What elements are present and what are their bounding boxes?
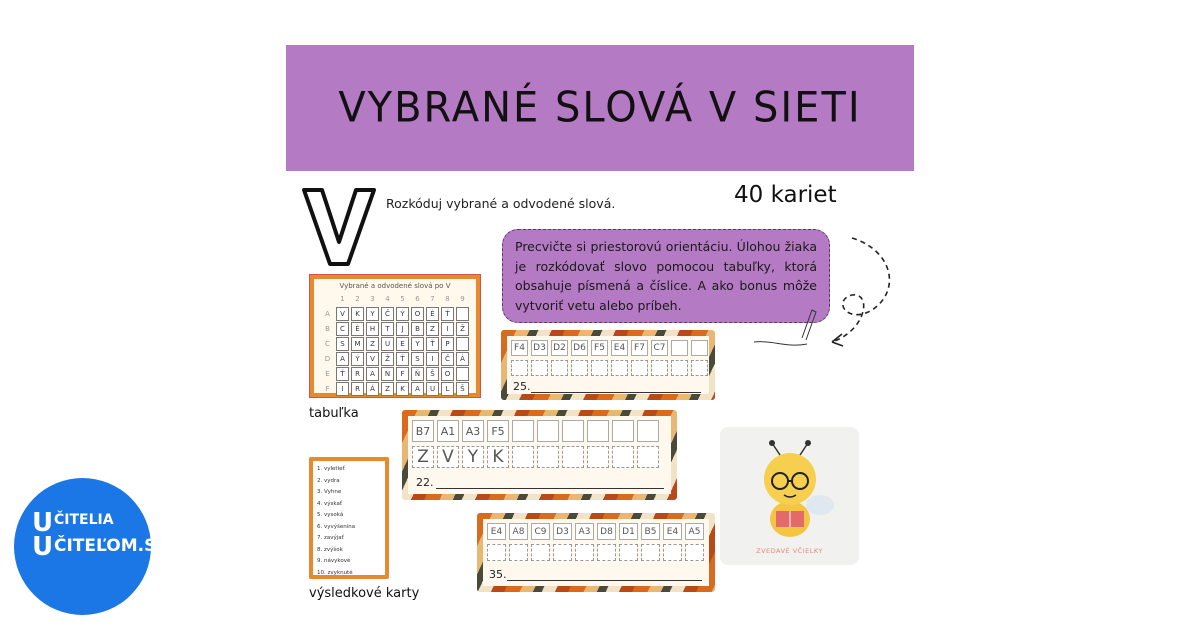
grid-cell: Z <box>381 382 394 396</box>
grid-cell: C <box>336 322 349 336</box>
grid-cell: N <box>381 367 394 381</box>
grid-cell: Á <box>366 382 379 396</box>
grid-cell: Ť <box>336 367 349 381</box>
task-card-22 <box>402 410 677 500</box>
task-card-35 <box>477 513 715 592</box>
code-cell <box>512 420 534 442</box>
code-cell: Y <box>462 446 484 468</box>
code-cell <box>511 360 528 376</box>
code-cell: D1 <box>619 523 638 540</box>
grid-cell <box>456 367 469 381</box>
code-cell: K <box>487 446 509 468</box>
grid-cell: I <box>426 352 439 366</box>
code-cell: E4 <box>487 523 506 540</box>
code-cell: E4 <box>663 523 682 540</box>
grid-cell <box>456 337 469 351</box>
code-cell: F5 <box>591 340 608 356</box>
grid-cell: L <box>441 382 454 396</box>
grid-cell: I <box>336 382 349 396</box>
table-label: tabuľka <box>309 406 359 421</box>
card-number: 35. <box>489 568 507 581</box>
letter-v-icon <box>300 186 378 268</box>
code-cell <box>537 446 559 468</box>
code-cell: B5 <box>641 523 660 540</box>
grid-col-header: 2 <box>355 295 360 303</box>
grid-cell: T <box>381 322 394 336</box>
grid-col-header <box>321 292 334 306</box>
grid-cell: R <box>351 382 364 396</box>
code-cell: A8 <box>509 523 528 540</box>
code-cell: F4 <box>511 340 528 356</box>
result-item: 2. vydra <box>317 477 340 484</box>
code-cell <box>531 544 550 561</box>
code-cell <box>637 446 659 468</box>
grid-cell: Ý <box>351 352 364 366</box>
grid-cell: H <box>366 322 379 336</box>
grid-cell: Č <box>381 307 394 321</box>
description-text: Precvičte si priestorovú orientáciu. Úlohou žiaka je rozkódovať slovo pomocou tabuľky, ktorá obsahuje písmená a číslice. A ako bonus môže vytvoriť vetu alebo príbeh. <box>515 239 817 313</box>
result-item: 3. Vyhne <box>317 489 342 495</box>
result-item: 1. vyletieť <box>317 466 345 472</box>
code-cell <box>512 446 534 468</box>
page-title: VYBRANÉ SLOVÁ V SIETI <box>338 83 862 133</box>
card-number: 25. <box>513 380 531 393</box>
code-cell <box>612 420 634 442</box>
code-cell: D2 <box>551 340 568 356</box>
task-card-25 <box>501 330 715 400</box>
grid-cell: D <box>324 355 331 363</box>
grid-cell: Z <box>366 337 379 351</box>
code-cell <box>641 544 660 561</box>
grid-cell: R <box>351 367 364 381</box>
code-cell <box>611 360 628 376</box>
logo-line-2: ČITEĽOM.SK <box>54 536 170 556</box>
grid-col-header: 7 <box>430 295 435 303</box>
grid-cell: K <box>396 382 409 396</box>
code-cell <box>671 340 688 356</box>
code-cell: D3 <box>553 523 572 540</box>
grid-cell: U <box>426 382 439 396</box>
code-cell: D8 <box>597 523 616 540</box>
code-cell <box>553 544 572 561</box>
result-item: 9. návykové <box>317 558 351 564</box>
result-card <box>309 457 389 579</box>
code-cell <box>671 360 688 376</box>
result-item: 4. výskať <box>317 500 342 507</box>
table-card <box>309 274 481 398</box>
grid-cell: Ž <box>456 322 469 336</box>
code-cell <box>509 544 528 561</box>
code-cell <box>571 360 588 376</box>
grid-cell: V <box>366 352 379 366</box>
grid-col-header: 5 <box>400 295 405 303</box>
grid-cell: Ň <box>411 367 424 381</box>
code-cell: F5 <box>487 420 509 442</box>
grid-cell <box>456 307 469 321</box>
grid-cell: Ť <box>426 337 439 351</box>
code-cell: F7 <box>631 340 648 356</box>
code-cell <box>531 360 548 376</box>
grid-cell: Y <box>411 337 424 351</box>
letter-grid <box>320 292 470 396</box>
bee-card <box>720 427 859 565</box>
instruction-text: Rozkóduj vybrané a odvodené slová. <box>386 196 616 211</box>
code-cell <box>562 420 584 442</box>
table-title: Vybrané a odvodené slová po V <box>339 282 451 290</box>
code-cell: D3 <box>531 340 548 356</box>
grid-col-header: 9 <box>460 295 465 303</box>
site-logo[interactable] <box>14 478 170 615</box>
code-cell <box>691 360 708 376</box>
code-cell: A3 <box>575 523 594 540</box>
grid-cell: A <box>366 367 379 381</box>
grid-cell: Ý <box>396 307 409 321</box>
result-list <box>313 461 385 575</box>
grid-cell: S <box>411 352 424 366</box>
code-cell <box>691 340 708 356</box>
grid-cell: É <box>351 322 364 336</box>
grid-cell: Ť <box>396 352 409 366</box>
grid-cell: J <box>396 322 409 336</box>
code-cell <box>685 544 704 561</box>
grid-cell: Z <box>426 322 439 336</box>
code-cell: E4 <box>611 340 628 356</box>
grid-cell: U <box>381 337 394 351</box>
code-cell: D6 <box>571 340 588 356</box>
grid-cell: A <box>325 310 330 318</box>
title-banner <box>286 45 914 171</box>
card-count: 40 kariet <box>734 182 837 208</box>
logo-line-1: ČITELIA <box>54 512 114 528</box>
code-cell <box>631 360 648 376</box>
grid-cell: Y <box>366 307 379 321</box>
code-cell <box>587 420 609 442</box>
grid-cell: Š <box>426 367 439 381</box>
code-cell <box>637 420 659 442</box>
grid-col-header: 4 <box>385 295 390 303</box>
code-cell: A1 <box>437 420 459 442</box>
code-cell <box>587 446 609 468</box>
grid-cell: C <box>325 340 330 348</box>
code-cell <box>612 446 634 468</box>
result-item: 10. zvyknuté <box>317 569 353 576</box>
bee-caption: ZVEDAVÉ VČIELKY <box>756 547 823 555</box>
grid-cell: A <box>336 352 349 366</box>
grid-col-header: 8 <box>445 295 450 303</box>
result-item: 5. vysoká <box>317 512 344 518</box>
logo-letter: U <box>32 508 54 538</box>
grid-cell: B <box>411 322 424 336</box>
code-cell: A5 <box>685 523 704 540</box>
grid-cell: B <box>325 325 330 333</box>
dashed-arrow-icon <box>752 230 902 360</box>
grid-cell: I <box>441 322 454 336</box>
grid-cell: O <box>441 367 454 381</box>
grid-cell: Č <box>441 352 454 366</box>
code-cell <box>597 544 616 561</box>
result-label: výsledkové karty <box>309 586 420 601</box>
code-cell <box>619 544 638 561</box>
grid-cell: E <box>396 337 409 351</box>
grid-cell: Ž <box>381 352 394 366</box>
grid-col-header: 6 <box>415 295 420 303</box>
grid-cell: K <box>351 307 364 321</box>
grid-cell: S <box>336 337 349 351</box>
code-cell <box>551 360 568 376</box>
grid-cell: Š <box>456 382 469 396</box>
code-cell <box>537 420 559 442</box>
code-cell: B7 <box>412 420 434 442</box>
result-item: 8. zvýšok <box>317 546 343 553</box>
code-cell <box>562 446 584 468</box>
logo-letter: U <box>32 532 54 562</box>
grid-cell: O <box>411 307 424 321</box>
grid-cell: É <box>426 307 439 321</box>
grid-cell: P <box>441 337 454 351</box>
grid-cell: Ť <box>441 307 454 321</box>
code-cell <box>663 544 682 561</box>
grid-cell: V <box>336 307 349 321</box>
grid-cell: A <box>411 382 424 396</box>
result-item: 7. zavýjať <box>317 535 344 541</box>
code-cell: A3 <box>462 420 484 442</box>
code-cell <box>575 544 594 561</box>
code-cell: C7 <box>651 340 668 356</box>
grid-cell: F <box>396 367 409 381</box>
code-cell <box>591 360 608 376</box>
grid-cell: Á <box>456 352 469 366</box>
grid-cell: E <box>325 370 330 378</box>
card-number: 22. <box>416 476 434 489</box>
grid-col-header: 1 <box>340 295 345 303</box>
bee-icon <box>720 427 859 545</box>
code-cell <box>487 544 506 561</box>
code-cell: C9 <box>531 523 550 540</box>
code-cell: V <box>437 446 459 468</box>
grid-cell: M <box>351 337 364 351</box>
code-cell: Z <box>412 446 434 468</box>
code-cell <box>651 360 668 376</box>
grid-cell: F <box>325 385 330 393</box>
grid-col-header: 3 <box>370 295 375 303</box>
result-item: 6. vyvýšenina <box>317 523 356 530</box>
